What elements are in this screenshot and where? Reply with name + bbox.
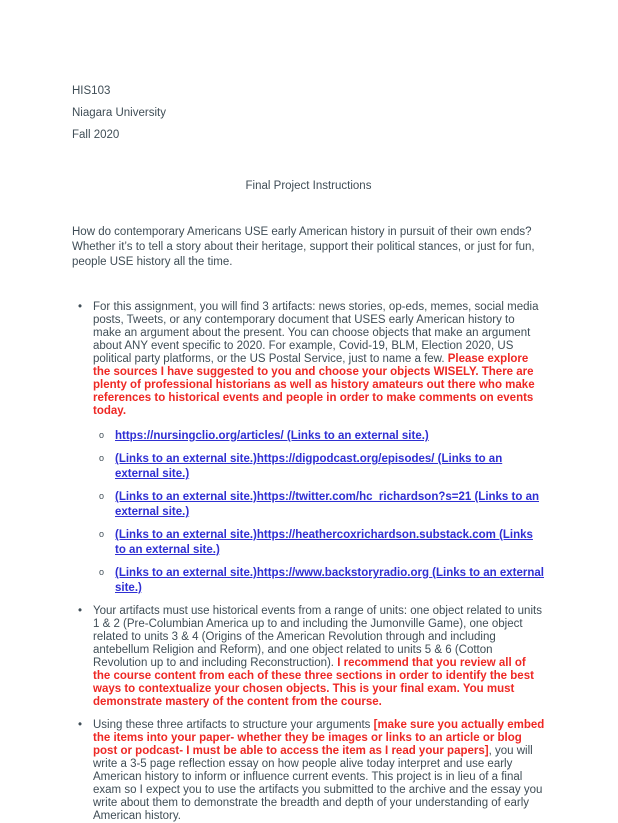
instruction-list (72, 301, 545, 823)
list-item-essay (72, 719, 545, 823)
list-item-text: Your artifacts must use historical events from a range of units: one object related to units 1 & 2 (Pre-Columbian America up to and including the Jumonville Game), one object related to units 3 & 4 (Origins of the American Revolution through and including antebellum Religion and Reform), and one object related to units 5 & 6 (Cotton Revolution up to and including Reconstruction). (93, 605, 542, 669)
circle-bullet-icon: o (99, 430, 105, 440)
term: Fall 2020 (72, 129, 120, 141)
page-title: Final Project Instructions (245, 180, 372, 192)
list-item-text: , you will write a 3-5 page reflection essay on how people alive today interpret and use early American history to inform or influence current events. This project is in lieu of a final exam so I expect you to use the artifacts you submitted to the archive and the essay you write about them to demonstrate the breadth and depth of your understanding of early American history. (93, 745, 543, 822)
emphasis-text: Please explore the sources I have suggested to you and choose your objects WISELY. There are plenty of professional historians as well as history amateurs out there who make references to historical events and people in order to make comments on events today. (93, 353, 535, 417)
intro-paragraph: How do contemporary Americans USE early American history in pursuit of their own ends? Whether it’s to tell a story about their heritage, support their political stances, or just for fun, people USE history all the time. (72, 226, 535, 268)
list-item (72, 489, 545, 519)
link-substack[interactable]: (Links to an external site.)https://heathercoxrichardson.substack.com (Links to an external site.) (115, 529, 533, 556)
list-item (72, 428, 545, 443)
link-backstoryradio[interactable]: (Links to an external site.)https://www.backstoryradio.org (Links to an external site.) (115, 567, 544, 594)
list-item-text: For this assignment, you will find 3 artifacts: news stories, op-eds, memes, social media posts, Tweets, or any contemporary document that USES early American history to make an argument about the present. You can choose objects that make an argument about ANY event specific to 2020. For example, Covid-19, BLM, Election 2020, US political party platforms, or the US Postal Service, just to name a few. (93, 301, 539, 365)
list-item (72, 565, 545, 595)
list-item (72, 527, 545, 557)
circle-bullet-icon: o (99, 453, 105, 463)
list-item-text: Using these three artifacts to structure your arguments (93, 719, 374, 731)
list-item-artifacts (72, 301, 545, 418)
circle-bullet-icon: o (99, 491, 105, 501)
bullet-icon: • (78, 719, 83, 731)
institution-name: Niagara University (72, 107, 166, 119)
bullet-icon: • (78, 605, 83, 617)
link-twitter-hc-richardson[interactable]: (Links to an external site.)https://twitter.com/hc_richardson?s=21 (Links to an external site.) (115, 491, 539, 518)
emphasis-text: [make sure you actually embed the items into your paper- whether they be images or links to an article or blog post or podcast- I must be able to access the item as I read your papers] (93, 719, 545, 757)
source-link-list (72, 428, 545, 595)
link-nursingclio[interactable]: https://nursingclio.org/articles/ (Links to an external site.) (115, 430, 429, 442)
list-item (72, 451, 545, 481)
circle-bullet-icon: o (99, 529, 105, 539)
course-code: HIS103 (72, 85, 111, 97)
bullet-icon: • (78, 301, 83, 313)
emphasis-text: I recommend that you review all of the course content from each of these three sections in order to identify the best ways to contextualize your chosen objects. This is your final exam. You must demonstrate mastery of the content from the course. (93, 657, 534, 708)
list-item-units (72, 605, 545, 709)
circle-bullet-icon: o (99, 567, 105, 577)
link-digpodcast[interactable]: (Links to an external site.)https://digpodcast.org/episodes/ (Links to an external site.) (115, 453, 503, 480)
